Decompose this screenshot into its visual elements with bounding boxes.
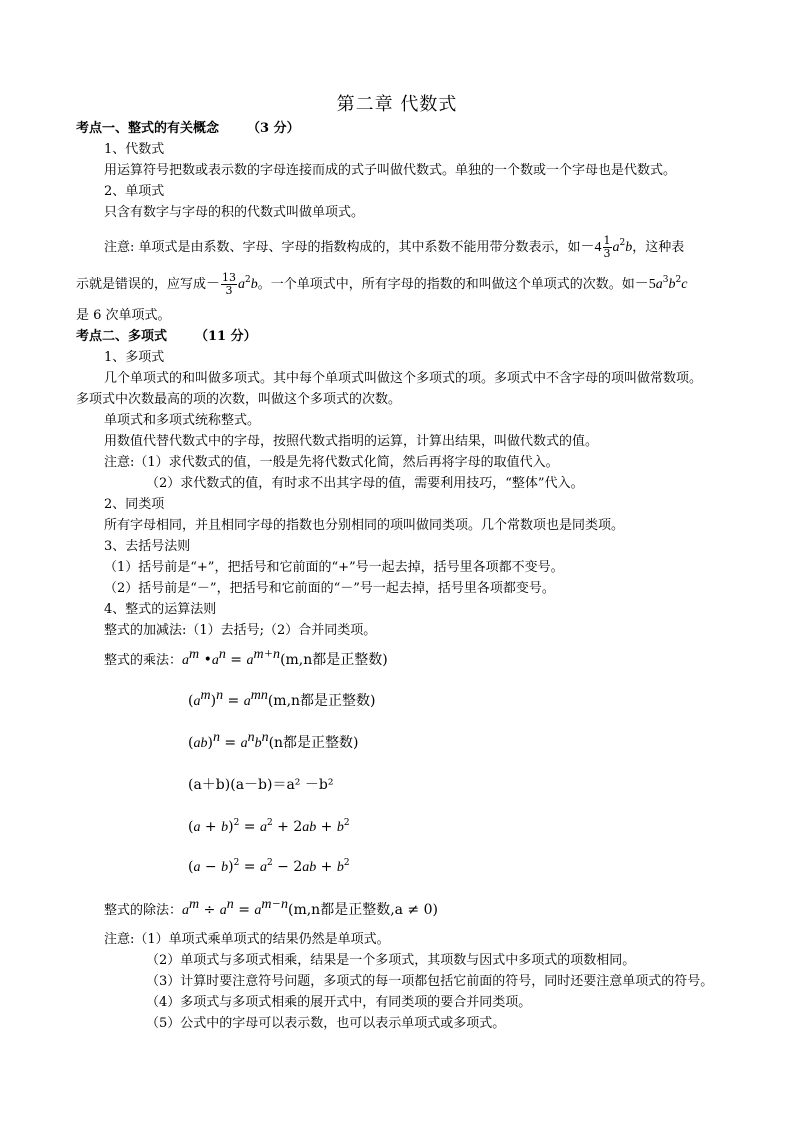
- formula-power-of-product: $(ab)^n = a^nb^n(n$都是正整数): [188, 730, 359, 751]
- note-paragraph: 示就是错误的，应写成－ $\frac{13}{3}$ $a^2b$。一个单项式中，所有字母的指数的和叫做这个单项式的次数。如$-5a^3b^2c$: [76, 271, 688, 297]
- page-title: 第二章 代数式: [336, 94, 458, 115]
- fraction: $\frac{1}{3}$: [603, 234, 611, 260]
- formula-square-of-difference: $(a - b)^2 = a^2 - 2ab + b^2$: [188, 858, 350, 875]
- paragraph: 多项式中次数最高的项的次数，叫做这个多项式的次数。: [76, 392, 402, 407]
- note: （5）公式中的字母可以表示数，也可以表示单项式或多项式。: [146, 1016, 506, 1031]
- formula-difference-of-squares: (a＋b)(a－b)＝a² －b²: [188, 777, 334, 793]
- note: 注意:（1）求代数式的值，一般是先将代数式化简，然后再将字母的取值代入。: [104, 455, 559, 470]
- subsection-label: 4、整式的运算法则: [104, 602, 217, 617]
- section-2-heading: 考点二、多项式 （11 分）: [76, 329, 257, 344]
- note: （3）计算时要注意符号问题，多项式的每一项都包括它前面的符号，同时还要注意单项式的符号。: [146, 974, 714, 989]
- note: （2）求代数式的值，有时求不出其字母的值，需要利用技巧，“整体”代入。: [146, 476, 584, 491]
- formula-power-of-power: $(a^m)^n = a^{mn}(m,n$都是正整数): [188, 688, 376, 709]
- paragraph: 用运算符号把数或表示数的字母连接而成的式子叫做代数式。单独的一个数或一个字母也是代数式。: [104, 163, 677, 178]
- paragraph: 是 6 次单项式。: [76, 308, 171, 323]
- rule: （1）括号前是“+”，把括号和它前面的“+”号一起去掉，括号里各项都不变号。: [104, 560, 564, 575]
- paragraph: 只含有数字与字母的积的代数式叫做单项式。: [104, 205, 365, 220]
- note-paragraph: 注意: 单项式是由系数、字母、字母的指数构成的，其中系数不能用带分数表示，如－4 $\frac{1}{3}$ $a^2b$，这种表: [104, 234, 685, 260]
- note: （4）多项式与多项式相乘的展开式中，有同类项的要合并同类项。: [146, 995, 532, 1010]
- subsection-label: 1、代数式: [104, 142, 165, 157]
- subsection-label: 2、单项式: [104, 184, 165, 199]
- formula-multiplication: 整式的乘法：$a^m$ $•a^n = a^{m+n}(m,n$都是正整数): [104, 647, 388, 668]
- subsection-label: 1、多项式: [104, 350, 165, 365]
- section-1-heading: 考点一、整式的有关概念 （3 分）: [76, 121, 300, 136]
- paragraph: 单项式和多项式统称整式。: [104, 413, 261, 428]
- subsection-label: 2、同类项: [104, 497, 165, 512]
- formula-division: 整式的除法：$a^m \div a^n = a^{m-n}(m,n$都是正整数,a ≠ 0): [104, 897, 438, 918]
- paragraph: 整式的加减法:（1）去括号;（2）合并同类项。: [104, 623, 377, 638]
- paragraph: 用数值代替代数式中的字母，按照代数式指明的运算，计算出结果，叫做代数式的值。: [104, 434, 599, 449]
- formula-square-of-sum: $(a + b)^2 = a^2 + 2ab + b^2$: [188, 818, 350, 835]
- paragraph: 所有字母相同，并且相同字母的指数也分别相同的项叫做同类项。几个常数项也是同类项。: [104, 518, 625, 533]
- rule: （2）括号前是“－”，把括号和它前面的“－”号一起去掉，括号里各项都变号。: [104, 581, 555, 596]
- paragraph: 几个单项式的和叫做多项式。其中每个单项式叫做这个多项式的项。多项式中不含字母的项叫做常数项。: [104, 371, 703, 386]
- subsection-label: 3、去括号法则: [104, 539, 191, 554]
- note: 注意:（1）单项式乘单项式的结果仍然是单项式。: [104, 932, 390, 947]
- fraction: $\frac{13}{3}$: [222, 271, 237, 297]
- note: （2）单项式与多项式相乘，结果是一个多项式，其项数与因式中多项式的项数相同。: [146, 953, 636, 968]
